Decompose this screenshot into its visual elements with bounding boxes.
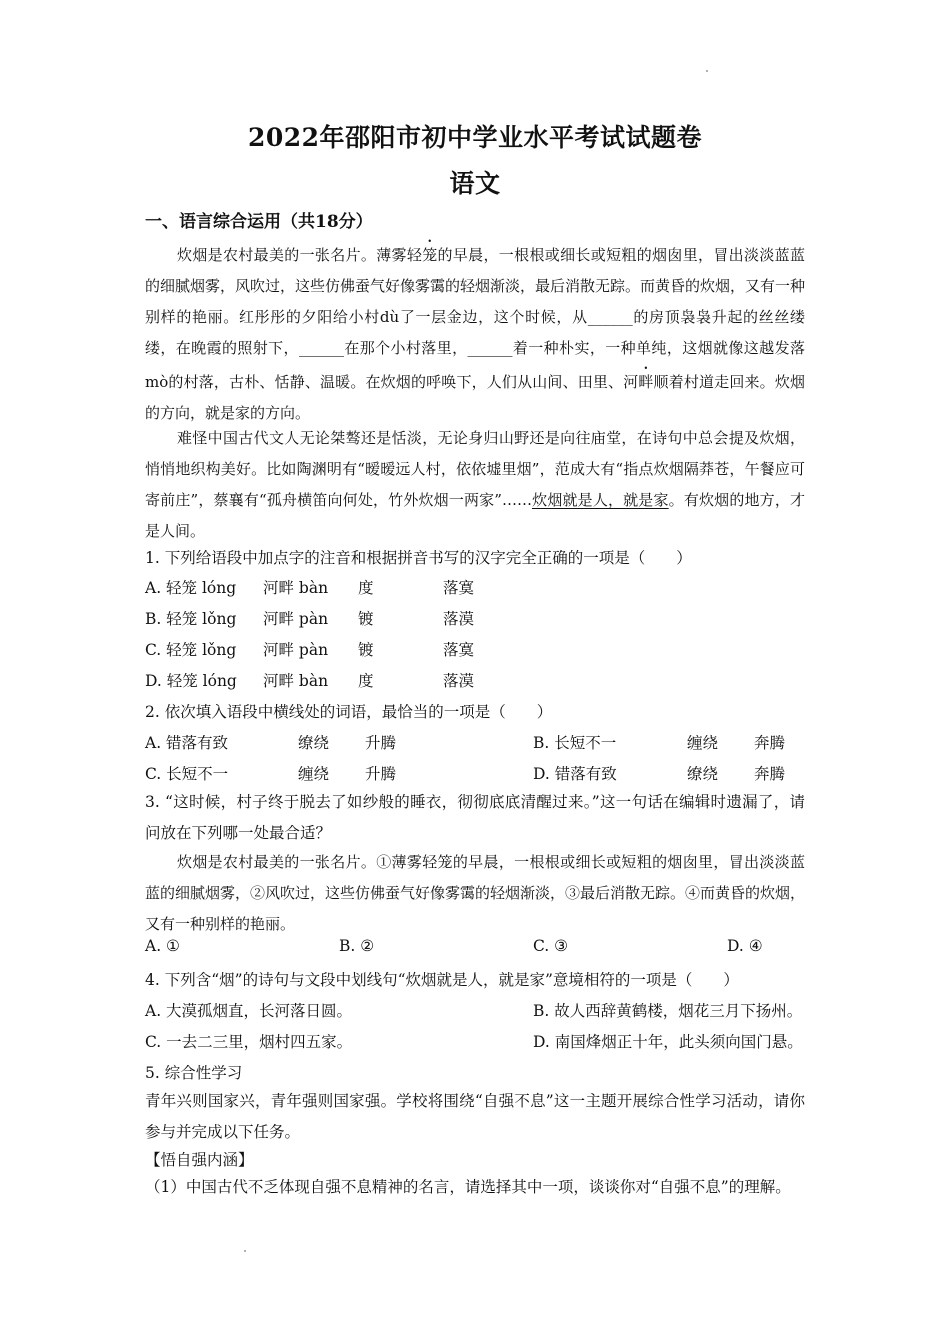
section-heading: 一、语言综合运用（共18分） [145,212,373,232]
blank-line: ______ [298,339,344,357]
subject-title: 语文 [449,169,501,198]
option-b-word3: 奔腾 [754,734,786,752]
option-a-col2: 河畔 bàn [263,579,329,597]
task-1: （1）中国古代不乏体现自强不息精神的名言，请选择其中一项，谈谈你对“自强不息”的理解。 [145,1178,791,1196]
option-b: B. 故人西辞黄鹤楼，烟花三月下扬州。 [533,1002,803,1020]
underlined-sentence: 炊烟就是人，就是家 [531,491,669,509]
option-a: A. 错落有致 [145,734,229,752]
option-a-word2: 缭绕 [298,734,330,752]
option-a-col4: 落寞 [443,579,475,597]
option-d-col4: 落漠 [443,672,475,690]
option-c: C. ③ [533,937,569,955]
question-1-stem: 1. 下列给语段中加点字的注音和根据拼音书写的汉字完全正确的一项是（ ） [145,549,692,567]
option-b-col4: 落漠 [443,610,475,628]
exam-title: 2022年邵阳市初中学业水平考试试题卷 [247,123,703,152]
option-d: D. 轻笼 lóng [145,672,237,690]
option-b-col2: 河畔 pàn [263,610,329,628]
option-c: C. 长短不一 [145,765,229,783]
scan-speck [244,1250,246,1252]
option-c-col4: 落寞 [443,641,475,659]
blank-line: ______ [587,308,633,326]
scan-speck [706,70,708,72]
question-5-intro: 青年兴则国家兴，青年强则国家强。学校将围绕“自强不息”这一主题开展综合性学习活动，请你参与并完成以下任务。 [145,1092,805,1141]
option-d-col2: 河畔 bàn [263,672,329,690]
option-c-word2: 缠绕 [298,765,330,783]
passage-paragraph-2: 难怪中国古代文人无论桀骜还是恬淡，无论身归山野还是向往庙堂，在诗句中总会提及炊烟，悄悄地织构美好。比如陶渊明有“暧暧远人村，依依墟里烟”，范成大有“指点炊烟隔莽苍，午餐应可寄前庄”，蔡襄有“孤舟横笛向何处，竹外炊烟一两家”……炊烟就是人，就是家。有炊烟的地方，才是人间。 [145,429,805,540]
option-b: B. 轻笼 lǒng [145,610,237,628]
question-3-stem: 3. “这时候，村子终于脱去了如纱般的睡衣，彻彻底底清醒过来。”这一句话在编辑时遗漏了，请问放在下列哪一处最合适？ [145,793,805,842]
question-2-stem: 2. 依次填入语段中横线处的词语，最恰当的一项是（ ） [145,703,553,721]
question-4-stem: 4. 下列含“烟”的诗句与文段中划线句“炊烟就是人，就是家”意境相符的一项是（ ） [145,971,739,989]
dotted-char: 畔 [638,373,654,391]
option-c-col3: 镀 [358,641,374,659]
option-a: A. 轻笼 lóng [145,579,237,597]
option-b: B. 长短不一 [533,734,617,752]
option-b-col3: 镀 [358,610,374,628]
task-heading: 【悟自强内涵】 [145,1151,254,1169]
option-d-word2: 缭绕 [687,765,719,783]
option-a: A. 大漠孤烟直，长河落日圆。 [145,1002,353,1020]
option-c-word3: 升腾 [365,765,397,783]
option-c: C. 一去二三里，烟村四五家。 [145,1033,353,1051]
question-5-stem: 5. 综合性学习 [145,1064,243,1082]
option-d: D. ④ [727,937,763,955]
dotted-char: 笼 [422,246,438,264]
option-a-col3: 度 [358,579,374,597]
question-3-excerpt: 炊烟是农村最美的一张名片。①薄雾轻笼的早晨，一根根或细长或短粗的烟囱里，冒出淡淡蓝蓝的细腻烟雾，②风吹过，这些仿佛蚕气好像雾霭的轻烟渐淡，③最后消散无踪。④而黄昏的炊烟，又有一种别样的艳丽。 [145,853,806,933]
option-a: A. ① [145,937,180,955]
option-d: D. 错落有致 [533,765,617,783]
passage-paragraph-1: 炊烟是农村最美的一张名片。薄雾轻笼的早晨，一根根或细长或短粗的烟囱里，冒出淡淡蓝蓝的细腻烟雾，风吹过，这些仿佛蚕气好像雾霭的轻烟渐淡，最后消散无踪。而黄昏的炊烟，又有一种别样的艳丽。红彤彤的夕阳给小村dù了一层金边，这个时候，从______的房顶袅袅升起的丝丝缕缕，在晚霞的照射下，______在那个小村落里，______着一种朴实，一种单纯，这烟就像这越发落mò的村落，古朴、恬静、温暖。在炊烟的呼唤下，人们从山间、田里、河畔顺着村道走回来。炊烟的方向，就是家的方向。 [145,246,806,422]
option-c: C. 轻笼 lǒng [145,641,237,659]
option-b: B. ② [339,937,375,955]
option-d-col3: 度 [358,672,374,690]
option-d-word3: 奔腾 [754,765,786,783]
option-d: D. 南国烽烟正十年，此头须向国门悬。 [533,1033,803,1051]
blank-line: ______ [467,339,513,357]
option-a-word3: 升腾 [365,734,397,752]
option-b-word2: 缠绕 [687,734,719,752]
option-c-col2: 河畔 pàn [263,641,329,659]
